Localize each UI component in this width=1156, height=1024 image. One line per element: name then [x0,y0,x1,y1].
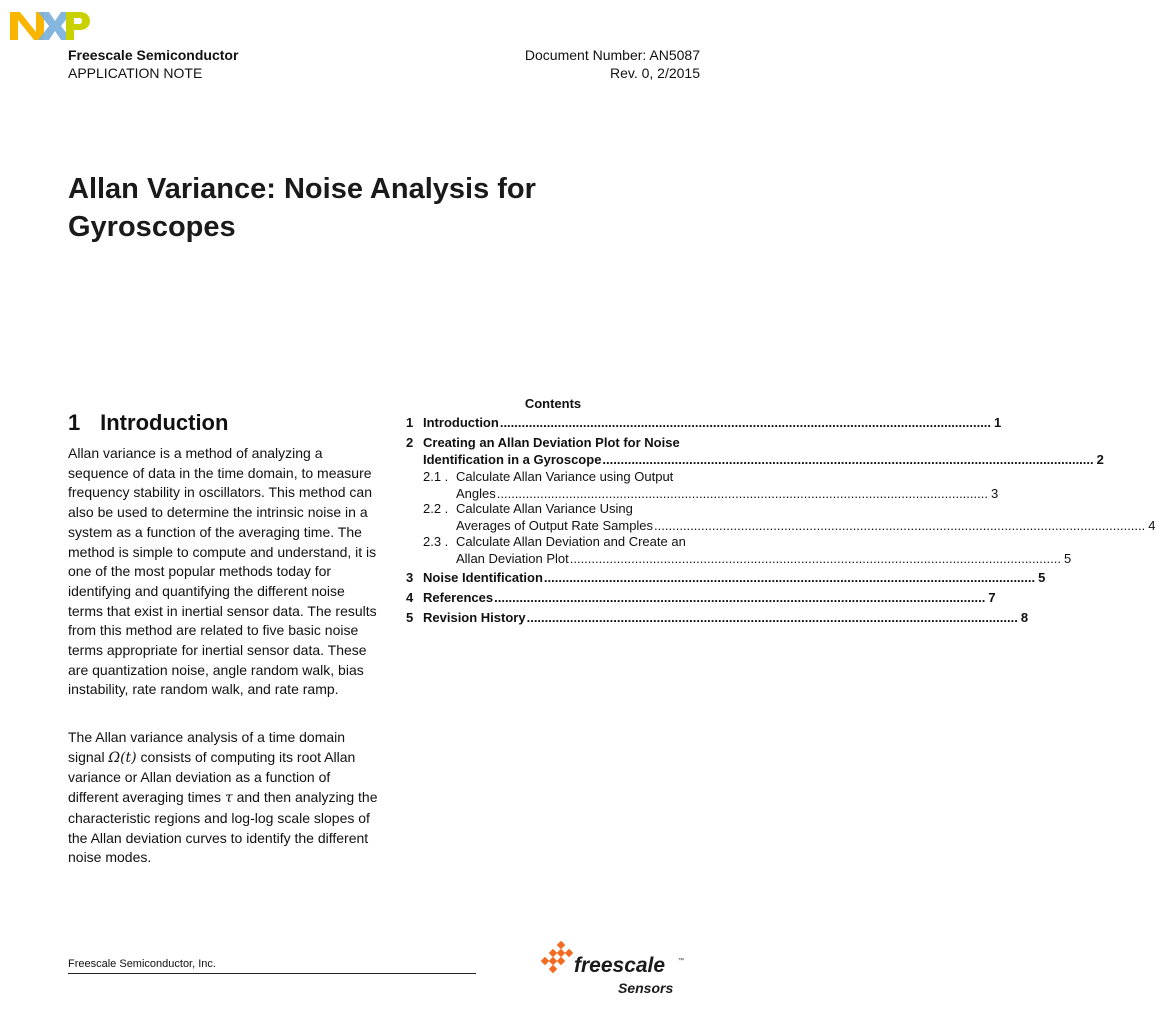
toc-label: Calculate Allan Variance using Output [456,469,674,484]
toc-item-2-1[interactable] [406,469,999,502]
intro-paragraph-1: Allan variance is a method of analyzing a sequence of data in the time domain, to measure frequency stability in oscillators. This method can also be used to determine the intrinsic noise in a system as a function of the averaging time. The method is simple to compute and understand, it is one of the most popular methods today for identifying and quantifying the different noise terms that exist in inertial sensor data. The results from this method are related to five basic noise terms appropriate for inertial sensor data. These are quantization noise, angle random walk, bias instability, rate random walk, and rate ramp. [68,445,377,698]
document-type: APPLICATION NOTE [68,65,203,81]
toc-item-3[interactable] [406,570,1046,587]
freescale-sensors-logo [540,938,690,998]
revision: Rev. 0, 2/2015 [609,65,700,81]
toc-number: 2.1 . [423,469,449,484]
toc-item-2-2[interactable] [406,501,1156,534]
toc-item-1[interactable] [406,415,1002,432]
paragraph-text: The Allan variance analysis of a time domain signal [68,729,346,765]
toc-label-line2: Averages of Output Rate Samples ..... [456,518,1145,535]
document-number: Document Number: AN5087 [524,47,700,63]
nxp-logo [8,10,90,42]
toc-item-4[interactable] [406,590,996,607]
math-symbol-omega: Ω(t) [108,749,137,766]
toc-label: Creating an Allan Deviation Plot for Noise [423,435,680,450]
section-title: Introduction [100,410,229,435]
toc-number: 2.3 . [423,534,449,549]
footer-divider [68,973,476,974]
toc-item-2-3[interactable] [406,534,1072,567]
toc-label: Revision History ..... [423,610,1018,627]
freescale-diamond-icon [541,941,573,973]
toc-label: Introduction ..... [423,415,991,432]
nxp-p-shape [66,12,90,40]
toc-number: 2.2 . [423,501,449,516]
section-number: 1 [68,410,81,435]
toc-page: 1 [994,415,1002,430]
toc-item-2[interactable] [406,435,1104,468]
toc-page: 4 [1148,517,1156,533]
footer-company: Freescale Semiconductor, Inc. [68,958,216,970]
sensors-label: Sensors [618,980,674,996]
toc-label: References ..... [423,590,985,607]
document-title: Allan Variance: Noise Analysis for Gyroscopes [68,173,536,243]
toc-item-5[interactable] [406,610,1029,627]
toc-label: Noise Identification ..... [423,570,1035,587]
toc-label: Calculate Allan Variance Using [456,501,633,516]
toc-number: 3 [406,570,414,585]
paragraph-text: and then analyzing the characteristic regions and log-log scale slopes of the Allan deviation curves to identify the different noise modes. [68,789,378,866]
freescale-wordmark: freescale [574,954,666,977]
toc-number: 1 [406,415,414,430]
toc-page: 2 [1096,451,1104,467]
contents-heading: Contents [524,396,582,411]
toc-label-line2: Angles ..... [456,486,988,503]
nxp-n-shape [10,12,44,40]
toc-page: 8 [1020,610,1029,625]
toc-page: 5 [1038,570,1046,585]
paragraph-text: consists of computing its root Allan variance or Allan deviation as a function of different averaging times [68,748,356,806]
toc-page: 7 [988,590,996,605]
trademark-symbol: ™ [678,958,684,964]
toc-label-line2: Identification in a Gyroscope ..... [423,452,1094,469]
intro-paragraph-2 [68,728,380,868]
toc-label: Calculate Allan Deviation and Create an [456,534,686,549]
toc-number: 2 [406,435,414,450]
math-symbol-tau: τ [224,790,233,807]
toc-number: 5 [406,610,414,625]
toc-number: 4 [406,590,414,605]
toc-label-line2: Allan Deviation Plot ..... [456,551,1061,568]
section-heading-introduction [68,410,228,436]
toc-page: 5 [1063,550,1072,566]
company-name: Freescale Semiconductor [68,47,239,63]
toc-page: 3 [990,485,999,501]
